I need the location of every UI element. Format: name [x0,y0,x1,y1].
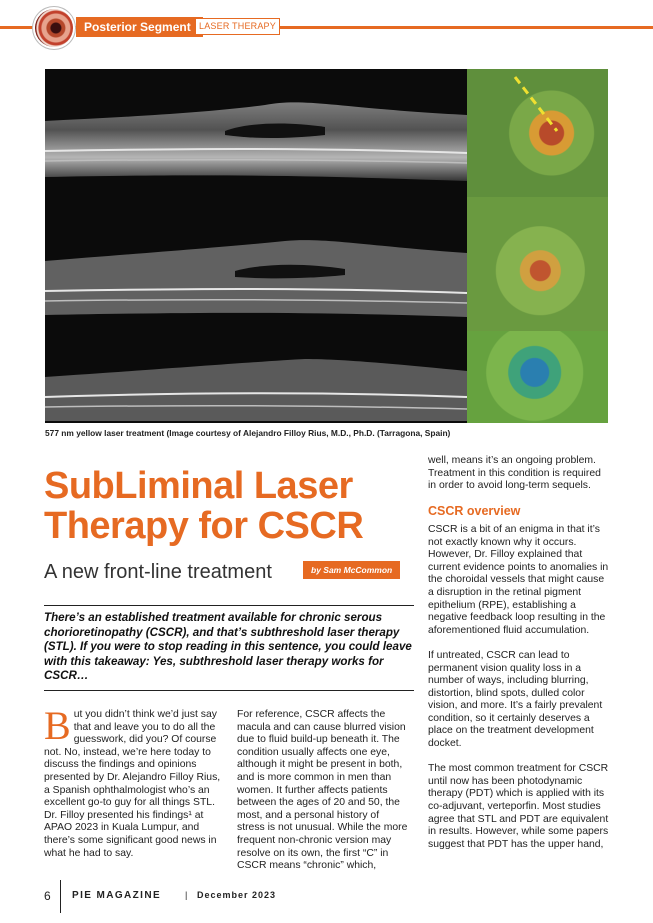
footer-separator: | [185,890,188,900]
byline: by Sam McCommon [303,561,400,579]
subsection-tag: LASER THERAPY [195,18,280,35]
column-2 [237,709,409,885]
body-text: CSCR is a bit of an enigma in that it’s not exactly known why it occurs. However, Dr. Filloy explained that current evidence points to anomalies in the choroidal vessels that might cause a disruption in the retinal pigment epithelium (RPE), establishing a negative feedback loop resulting in the aforementioned fluid accumulation. [428,523,609,636]
body-text: ut you didn’t think we’d just say that and leave you to do all the guesswork, did you? Of course not. No, instead, we’re here today to discuss the findings and opinions presented by Dr. Alejandro Filloy Rius, a Spanish ophthalmologist who’s an excellent go-to guy for all things STL. Dr. Filloy presented his findings¹ at APAO 2023 in Kuala Lumpur, and there’s some significant good news in what he had to say. [44,709,221,859]
fundus-map-baseline [467,69,608,197]
column-3 [428,455,610,864]
drop-cap: B [44,703,71,748]
column-1 [44,703,222,873]
section-heading: CSCR overview [428,504,521,519]
page-number: 6 [44,889,51,903]
eye-icon [35,9,73,47]
oct-scan-week6 [45,197,467,331]
lead-rule-top [44,605,414,606]
issue-date: December 2023 [197,890,277,900]
body-text: The most common treatment for CSCR until now has been photodynamic therapy (PDT) which is applied with its co-adjuvant, verteporfin. Most studies agree that STL and PDT are equivalent in results. However, while some papers suggest that PDT has the upper hand, [428,763,609,850]
body-text: For reference, CSCR affects the macula and can cause blurred vision due to fluid build-up beneath it. The condition usually affects one eye, although it might be present in both, and is more common in men than women. It further affects patients between the ages of 20 and 50, the most, and a personal history of stress is not unusual. While the more frequent non-chronic version may resolve on its own, the first “C” in CSCR means “chronic” which, [237,709,408,872]
lead-paragraph: There’s an established treatment available for chronic serous chorioretinopathy (CSCR), and that’s subthreshold laser therapy (STL). If you were to stop reading in this sentence, you could leave with this takeaway: Yes, subthreshold laser therapy works for CSCR… [44,611,412,683]
article-title [44,466,414,546]
fundus-map-week12 [467,331,608,423]
figure-caption: 577 nm yellow laser treatment (Image courtesy of Alejandro Filloy Rius, M.D., Ph.D. (Tarragona, Spain) [45,428,451,438]
body-text: well, means it’s an ongoing problem. Treatment in this condition is required in order to avoid long-term sequels. [428,455,601,492]
oct-scan-week12 [45,331,467,423]
oct-figure [45,69,608,423]
section-tag: Posterior Segment [76,17,203,37]
article-subtitle: A new front-line treatment [44,561,272,583]
oct-scan-baseline [45,69,467,197]
fundus-map-week6 [467,197,608,331]
title-line-1: SubLiminal Laser [44,465,353,507]
body-text: If untreated, CSCR can lead to permanent vision quality loss in a number of ways, including blurring, distortion, blind spots, dulled color vision, and more. It’s a fairly prevalent condition, so it certainly deserves a place on the treatment development docket. [428,649,603,750]
lead-rule-bottom [44,690,414,691]
magazine-name: PIE MAGAZINE [72,890,162,901]
title-line-2: Therapy for CSCR [44,505,364,547]
footer-divider [60,880,61,913]
page-footer [44,889,277,903]
